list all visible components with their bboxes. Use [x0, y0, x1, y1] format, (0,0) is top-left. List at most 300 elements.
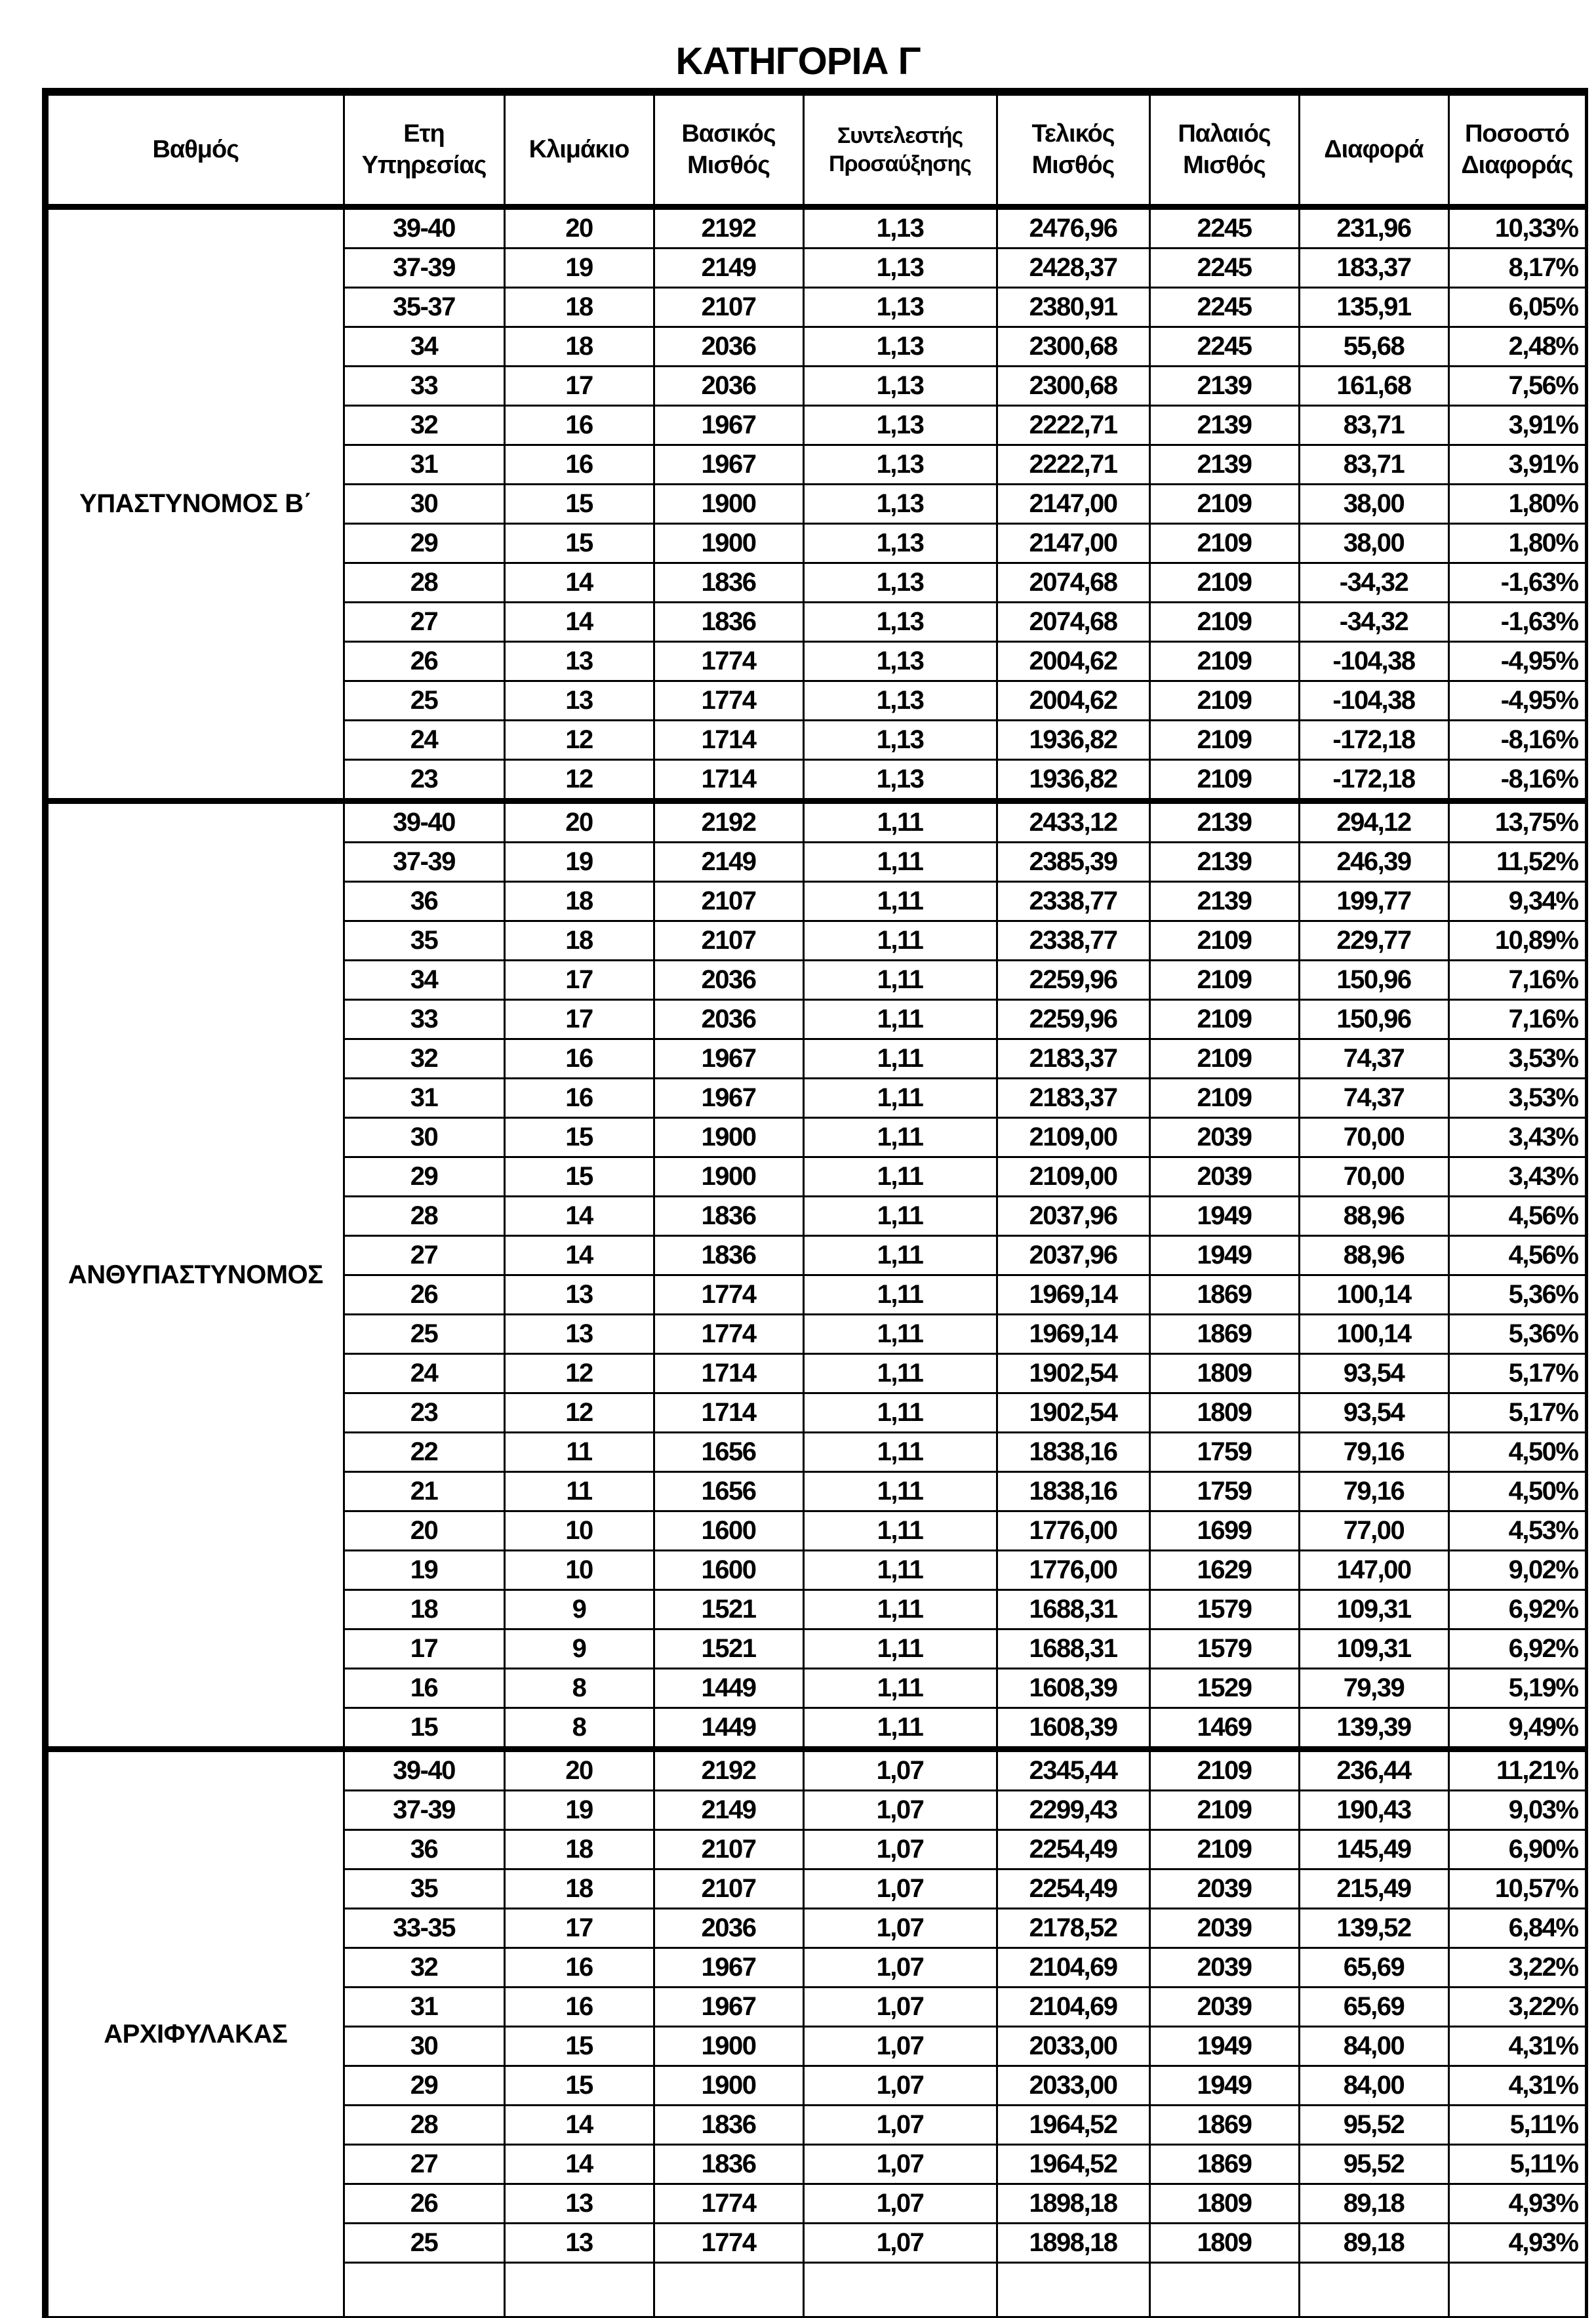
cell-pct: 6,05% — [1448, 288, 1586, 327]
cell-diff: 236,44 — [1299, 1749, 1448, 1791]
cell-final: 2109,00 — [997, 1118, 1149, 1157]
cell-old: 1869 — [1149, 1275, 1299, 1315]
cell-old: 2039 — [1149, 1948, 1299, 1988]
cell-old: 2139 — [1149, 406, 1299, 445]
cell-factor — [803, 2263, 997, 2317]
cell-grade: 9 — [504, 1629, 654, 1669]
header-row — [45, 92, 1586, 207]
cell-diff: 199,77 — [1299, 882, 1448, 921]
cell-pct: 4,31% — [1448, 2066, 1586, 2106]
cell-years: 27 — [344, 603, 504, 642]
cell-factor: 1,11 — [803, 801, 997, 843]
cell-basic: 1449 — [654, 1669, 803, 1708]
cell-diff: -172,18 — [1299, 721, 1448, 760]
cell-years: 19 — [344, 1551, 504, 1590]
cell-final: 2345,44 — [997, 1749, 1149, 1791]
cell-factor: 1,07 — [803, 1830, 997, 1869]
cell-basic: 1836 — [654, 1197, 803, 1236]
cell-basic: 1774 — [654, 642, 803, 681]
cell-grade: 16 — [504, 1039, 654, 1079]
cell-years: 39-40 — [344, 207, 504, 249]
cell-basic: 1900 — [654, 1118, 803, 1157]
cell-basic: 1836 — [654, 603, 803, 642]
cell-final: 2033,00 — [997, 2066, 1149, 2106]
cell-basic: 2192 — [654, 801, 803, 843]
cell-grade: 15 — [504, 1118, 654, 1157]
cell-pct: 9,34% — [1448, 882, 1586, 921]
cell-basic: 2107 — [654, 1830, 803, 1869]
cell-basic: 1967 — [654, 445, 803, 485]
cell-final: 1936,82 — [997, 760, 1149, 801]
cell-old: 2109 — [1149, 1000, 1299, 1039]
cell-old: 1809 — [1149, 1393, 1299, 1433]
cell-pct: 4,31% — [1448, 2027, 1586, 2066]
cell-pct: 4,56% — [1448, 1197, 1586, 1236]
cell-pct — [1448, 2263, 1586, 2317]
cell-basic: 2036 — [654, 367, 803, 406]
cell-grade: 13 — [504, 2224, 654, 2263]
cell-pct: 3,91% — [1448, 445, 1586, 485]
cell-diff: 95,52 — [1299, 2106, 1448, 2145]
cell-grade: 16 — [504, 1079, 654, 1118]
cell-diff: 150,96 — [1299, 1000, 1448, 1039]
cell-final: 2074,68 — [997, 603, 1149, 642]
cell-final: 2433,12 — [997, 801, 1149, 843]
cell-old: 2039 — [1149, 1869, 1299, 1909]
cell-grade: 13 — [504, 1275, 654, 1315]
cell-pct: 9,49% — [1448, 1708, 1586, 1749]
column-header-pct: Ποσοστό Διαφοράς — [1448, 92, 1586, 207]
cell-diff: 139,39 — [1299, 1708, 1448, 1749]
cell-old: 2109 — [1149, 1791, 1299, 1830]
cell-grade: 14 — [504, 2106, 654, 2145]
cell-diff: 190,43 — [1299, 1791, 1448, 1830]
cell-diff: 65,69 — [1299, 1988, 1448, 2027]
cell-factor: 1,11 — [803, 1629, 997, 1669]
cell-final: 2004,62 — [997, 642, 1149, 681]
cell-factor: 1,13 — [803, 603, 997, 642]
cell-years: 29 — [344, 1157, 504, 1197]
cell-pct: -1,63% — [1448, 563, 1586, 603]
cell-final: 2104,69 — [997, 1988, 1149, 2027]
column-header-grade: Κλιμάκιο — [504, 92, 654, 207]
cell-old: 2139 — [1149, 882, 1299, 921]
cell-years: 26 — [344, 2184, 504, 2224]
cell-years: 23 — [344, 1393, 504, 1433]
cell-grade: 19 — [504, 249, 654, 288]
cell-factor: 1,13 — [803, 760, 997, 801]
cell-grade: 10 — [504, 1551, 654, 1590]
cell-basic: 1967 — [654, 1079, 803, 1118]
cell-final: 1936,82 — [997, 721, 1149, 760]
cell-factor: 1,11 — [803, 1590, 997, 1629]
cell-factor: 1,07 — [803, 2224, 997, 2263]
cell-old: 1469 — [1149, 1708, 1299, 1749]
cell-years: 25 — [344, 681, 504, 721]
cell-old: 1869 — [1149, 2106, 1299, 2145]
cell-diff: 150,96 — [1299, 961, 1448, 1000]
cell-grade: 15 — [504, 2027, 654, 2066]
cell-basic: 1836 — [654, 2106, 803, 2145]
cell-grade: 18 — [504, 882, 654, 921]
cell-years: 31 — [344, 1988, 504, 2027]
cell-final: 1964,52 — [997, 2145, 1149, 2184]
cell-basic: 1836 — [654, 2145, 803, 2184]
cell-old: 2109 — [1149, 721, 1299, 760]
cell-factor: 1,07 — [803, 2184, 997, 2224]
cell-years: 29 — [344, 2066, 504, 2106]
cell-grade: 8 — [504, 1708, 654, 1749]
cell-basic: 1774 — [654, 1315, 803, 1354]
cell-grade: 10 — [504, 1511, 654, 1551]
cell-years: 27 — [344, 2145, 504, 2184]
cell-old: 1809 — [1149, 2184, 1299, 2224]
cell-diff: 100,14 — [1299, 1275, 1448, 1315]
cell-basic: 2149 — [654, 1791, 803, 1830]
cell-years: 26 — [344, 1275, 504, 1315]
cell-factor: 1,07 — [803, 1909, 997, 1948]
cell-grade: 15 — [504, 1157, 654, 1197]
cell-years: 26 — [344, 642, 504, 681]
cell-pct: 4,53% — [1448, 1511, 1586, 1551]
cell-diff: 79,39 — [1299, 1669, 1448, 1708]
cell-diff: 229,77 — [1299, 921, 1448, 961]
cell-final: 2476,96 — [997, 207, 1149, 249]
cell-pct: 4,50% — [1448, 1433, 1586, 1472]
cell-diff: 139,52 — [1299, 1909, 1448, 1948]
cell-grade: 17 — [504, 367, 654, 406]
cell-diff: 74,37 — [1299, 1079, 1448, 1118]
cell-final: 2300,68 — [997, 327, 1149, 367]
cell-pct: 5,11% — [1448, 2106, 1586, 2145]
cell-pct: 6,92% — [1448, 1590, 1586, 1629]
cell-years: 35 — [344, 921, 504, 961]
cell-diff: 215,49 — [1299, 1869, 1448, 1909]
cell-basic: 2036 — [654, 1909, 803, 1948]
cell-grade: 16 — [504, 1988, 654, 2027]
cell-grade: 14 — [504, 1236, 654, 1275]
cell-final: 2183,37 — [997, 1079, 1149, 1118]
cell-factor: 1,11 — [803, 1000, 997, 1039]
cell-grade: 18 — [504, 327, 654, 367]
cell-final: 1776,00 — [997, 1551, 1149, 1590]
cell-factor: 1,11 — [803, 1354, 997, 1393]
cell-factor: 1,13 — [803, 327, 997, 367]
cell-basic: 1714 — [654, 1393, 803, 1433]
cell-diff: 74,37 — [1299, 1039, 1448, 1079]
cell-factor: 1,13 — [803, 207, 997, 249]
cell-factor: 1,11 — [803, 1315, 997, 1354]
cell-basic: 1900 — [654, 1157, 803, 1197]
cell-basic: 2192 — [654, 1749, 803, 1791]
cell-old — [1149, 2263, 1299, 2317]
cell-factor: 1,13 — [803, 288, 997, 327]
cell-basic: 1714 — [654, 1354, 803, 1393]
cell-basic: 1836 — [654, 563, 803, 603]
cell-old: 2039 — [1149, 1988, 1299, 2027]
cell-years: 32 — [344, 1948, 504, 1988]
cell-pct: 5,36% — [1448, 1275, 1586, 1315]
cell-years: 15 — [344, 1708, 504, 1749]
cell-grade: 9 — [504, 1590, 654, 1629]
cell-years: 35 — [344, 1869, 504, 1909]
cell-diff: 135,91 — [1299, 288, 1448, 327]
cell-grade: 19 — [504, 843, 654, 882]
cell-years: 23 — [344, 760, 504, 801]
cell-final: 1969,14 — [997, 1315, 1149, 1354]
cell-pct: 3,53% — [1448, 1039, 1586, 1079]
cell-factor: 1,07 — [803, 1869, 997, 1909]
cell-grade: 20 — [504, 1749, 654, 1791]
cell-years: 35-37 — [344, 288, 504, 327]
cell-final: 2178,52 — [997, 1909, 1149, 1948]
cell-pct: 1,80% — [1448, 485, 1586, 524]
cell-years: 37-39 — [344, 843, 504, 882]
rank-cell: ΥΠΑΣΤΥΝΟΜΟΣ Β΄ — [45, 207, 344, 801]
cell-final: 2254,49 — [997, 1869, 1149, 1909]
cell-old: 2109 — [1149, 1039, 1299, 1079]
cell-pct: 8,17% — [1448, 249, 1586, 288]
cell-basic: 1714 — [654, 760, 803, 801]
cell-grade: 16 — [504, 406, 654, 445]
cell-years: 18 — [344, 1590, 504, 1629]
cell-diff: 83,71 — [1299, 445, 1448, 485]
cell-final: 2259,96 — [997, 1000, 1149, 1039]
cell-final: 1688,31 — [997, 1590, 1149, 1629]
cell-pct: 3,53% — [1448, 1079, 1586, 1118]
cell-old: 2139 — [1149, 801, 1299, 843]
cell-final: 1902,54 — [997, 1354, 1149, 1393]
cell-pct: 5,17% — [1448, 1354, 1586, 1393]
cell-diff: 88,96 — [1299, 1236, 1448, 1275]
cell-grade: 14 — [504, 2145, 654, 2184]
cell-pct: 3,43% — [1448, 1157, 1586, 1197]
cell-factor: 1,11 — [803, 1118, 997, 1157]
cell-factor: 1,13 — [803, 406, 997, 445]
table-row — [45, 1749, 1586, 1791]
cell-diff: 93,54 — [1299, 1354, 1448, 1393]
cell-old: 1949 — [1149, 2066, 1299, 2106]
cell-old: 2109 — [1149, 681, 1299, 721]
cell-old: 2245 — [1149, 288, 1299, 327]
cell-grade: 14 — [504, 563, 654, 603]
cell-years: 25 — [344, 2224, 504, 2263]
cell-diff: 65,69 — [1299, 1948, 1448, 1988]
cell-years: 36 — [344, 1830, 504, 1869]
cell-old: 2109 — [1149, 1830, 1299, 1869]
cell-old: 1949 — [1149, 2027, 1299, 2066]
cell-old: 1809 — [1149, 2224, 1299, 2263]
cell-years: 29 — [344, 524, 504, 563]
cell-basic: 1967 — [654, 1988, 803, 2027]
column-header-diff: Διαφορά — [1299, 92, 1448, 207]
column-header-final: Τελικός Μισθός — [997, 92, 1149, 207]
cell-grade: 17 — [504, 961, 654, 1000]
cell-factor: 1,13 — [803, 642, 997, 681]
cell-final: 1964,52 — [997, 2106, 1149, 2145]
cell-grade: 12 — [504, 1393, 654, 1433]
cell-diff: 79,16 — [1299, 1472, 1448, 1511]
cell-final: 2147,00 — [997, 485, 1149, 524]
cell-basic: 2036 — [654, 961, 803, 1000]
rank-cell: ΑΝΘΥΠΑΣΤΥΝΟΜΟΣ — [45, 801, 344, 1749]
cell-pct: 13,75% — [1448, 801, 1586, 843]
cell-basic: 2107 — [654, 882, 803, 921]
cell-pct: -4,95% — [1448, 642, 1586, 681]
cell-diff: 79,16 — [1299, 1433, 1448, 1472]
cell-years: 25 — [344, 1315, 504, 1354]
cell-diff: 145,49 — [1299, 1830, 1448, 1869]
cell-diff: -34,32 — [1299, 563, 1448, 603]
cell-diff: 84,00 — [1299, 2066, 1448, 2106]
cell-factor: 1,07 — [803, 1948, 997, 1988]
cell-factor: 1,11 — [803, 1039, 997, 1079]
cell-diff: 83,71 — [1299, 406, 1448, 445]
cell-pct: 3,91% — [1448, 406, 1586, 445]
cell-pct: 9,02% — [1448, 1551, 1586, 1590]
cell-diff: 109,31 — [1299, 1590, 1448, 1629]
cell-grade: 16 — [504, 445, 654, 485]
cell-diff: 161,68 — [1299, 367, 1448, 406]
cell-basic: 1900 — [654, 2066, 803, 2106]
cell-years: 24 — [344, 1354, 504, 1393]
cell-factor: 1,13 — [803, 681, 997, 721]
salary-table — [42, 88, 1588, 2318]
cell-diff: 183,37 — [1299, 249, 1448, 288]
cell-basic — [654, 2263, 803, 2317]
cell-diff: 100,14 — [1299, 1315, 1448, 1354]
column-header-old: Παλαιός Μισθός — [1149, 92, 1299, 207]
cell-factor: 1,13 — [803, 524, 997, 563]
column-header-rank: Βαθμός — [45, 92, 344, 207]
cell-diff: 77,00 — [1299, 1511, 1448, 1551]
cell-pct: 7,56% — [1448, 367, 1586, 406]
cell-years: 33 — [344, 1000, 504, 1039]
cell-factor: 1,11 — [803, 961, 997, 1000]
cell-old: 1949 — [1149, 1236, 1299, 1275]
cell-pct: 7,16% — [1448, 961, 1586, 1000]
cell-grade: 12 — [504, 1354, 654, 1393]
cell-basic: 1967 — [654, 1039, 803, 1079]
cell-final: 1898,18 — [997, 2184, 1149, 2224]
cell-years: 28 — [344, 563, 504, 603]
cell-diff: 38,00 — [1299, 524, 1448, 563]
cell-grade: 12 — [504, 760, 654, 801]
cell-old: 1579 — [1149, 1629, 1299, 1669]
cell-pct: 4,56% — [1448, 1236, 1586, 1275]
cell-grade: 8 — [504, 1669, 654, 1708]
cell-years: 20 — [344, 1511, 504, 1551]
cell-grade: 17 — [504, 1000, 654, 1039]
cell-old: 2139 — [1149, 367, 1299, 406]
cell-pct: -8,16% — [1448, 760, 1586, 801]
cell-diff: 89,18 — [1299, 2224, 1448, 2263]
cell-factor: 1,07 — [803, 2066, 997, 2106]
cell-diff: -104,38 — [1299, 642, 1448, 681]
cell-factor: 1,11 — [803, 1157, 997, 1197]
cell-factor: 1,11 — [803, 1433, 997, 1472]
cell-years: 33 — [344, 367, 504, 406]
cell-years: 39-40 — [344, 801, 504, 843]
cell-final: 2183,37 — [997, 1039, 1149, 1079]
cell-grade: 17 — [504, 1909, 654, 1948]
cell-old: 1699 — [1149, 1511, 1299, 1551]
cell-years: 34 — [344, 961, 504, 1000]
cell-grade: 20 — [504, 207, 654, 249]
cell-old: 2109 — [1149, 961, 1299, 1000]
cell-grade: 18 — [504, 1830, 654, 1869]
cell-basic: 1967 — [654, 406, 803, 445]
cell-diff: 147,00 — [1299, 1551, 1448, 1590]
cell-basic: 2149 — [654, 843, 803, 882]
cell-grade: 15 — [504, 2066, 654, 2106]
cell-final: 2338,77 — [997, 921, 1149, 961]
cell-basic: 1449 — [654, 1708, 803, 1749]
cell-basic: 2107 — [654, 288, 803, 327]
cell-factor: 1,11 — [803, 1669, 997, 1708]
cell-basic: 2107 — [654, 1869, 803, 1909]
cell-years: 32 — [344, 1039, 504, 1079]
cell-pct: 11,21% — [1448, 1749, 1586, 1791]
table-row — [45, 801, 1586, 843]
cell-old: 2109 — [1149, 524, 1299, 563]
cell-grade: 13 — [504, 681, 654, 721]
cell-old: 2109 — [1149, 921, 1299, 961]
cell-basic: 1714 — [654, 721, 803, 760]
cell-factor: 1,13 — [803, 721, 997, 760]
cell-basic: 2107 — [654, 921, 803, 961]
cell-final: 1608,39 — [997, 1669, 1149, 1708]
cell-grade: 15 — [504, 524, 654, 563]
cell-diff: 70,00 — [1299, 1157, 1448, 1197]
cell-factor: 1,07 — [803, 2145, 997, 2184]
cell-pct: 5,11% — [1448, 2145, 1586, 2184]
cell-years: 39-40 — [344, 1749, 504, 1791]
cell-pct: 5,17% — [1448, 1393, 1586, 1433]
cell-final: 1608,39 — [997, 1708, 1149, 1749]
cell-grade: 14 — [504, 1197, 654, 1236]
cell-pct: 5,19% — [1448, 1669, 1586, 1708]
cell-old: 2245 — [1149, 249, 1299, 288]
cell-factor: 1,13 — [803, 367, 997, 406]
cell-old: 2039 — [1149, 1118, 1299, 1157]
cell-factor: 1,13 — [803, 249, 997, 288]
column-header-years: Ετη Υπηρεσίας — [344, 92, 504, 207]
cell-old: 1809 — [1149, 1354, 1299, 1393]
cell-old: 2245 — [1149, 207, 1299, 249]
cell-factor: 1,11 — [803, 1393, 997, 1433]
cell-grade: 13 — [504, 2184, 654, 2224]
cell-pct: 6,92% — [1448, 1629, 1586, 1669]
cell-pct: 9,03% — [1448, 1791, 1586, 1830]
cell-basic: 1600 — [654, 1551, 803, 1590]
cell-old: 2039 — [1149, 1909, 1299, 1948]
cell-final: 2222,71 — [997, 406, 1149, 445]
cell-grade: 18 — [504, 921, 654, 961]
cell-years: 30 — [344, 2027, 504, 2066]
cell-years: 37-39 — [344, 1791, 504, 1830]
cell-factor: 1,11 — [803, 1236, 997, 1275]
cell-final: 2109,00 — [997, 1157, 1149, 1197]
cell-final: 2259,96 — [997, 961, 1149, 1000]
cell-years: 21 — [344, 1472, 504, 1511]
cell-basic: 1774 — [654, 1275, 803, 1315]
cell-final: 2222,71 — [997, 445, 1149, 485]
cell-years: 28 — [344, 1197, 504, 1236]
cell-years: 32 — [344, 406, 504, 445]
cell-pct: 3,43% — [1448, 1118, 1586, 1157]
cell-final: 2299,43 — [997, 1791, 1149, 1830]
